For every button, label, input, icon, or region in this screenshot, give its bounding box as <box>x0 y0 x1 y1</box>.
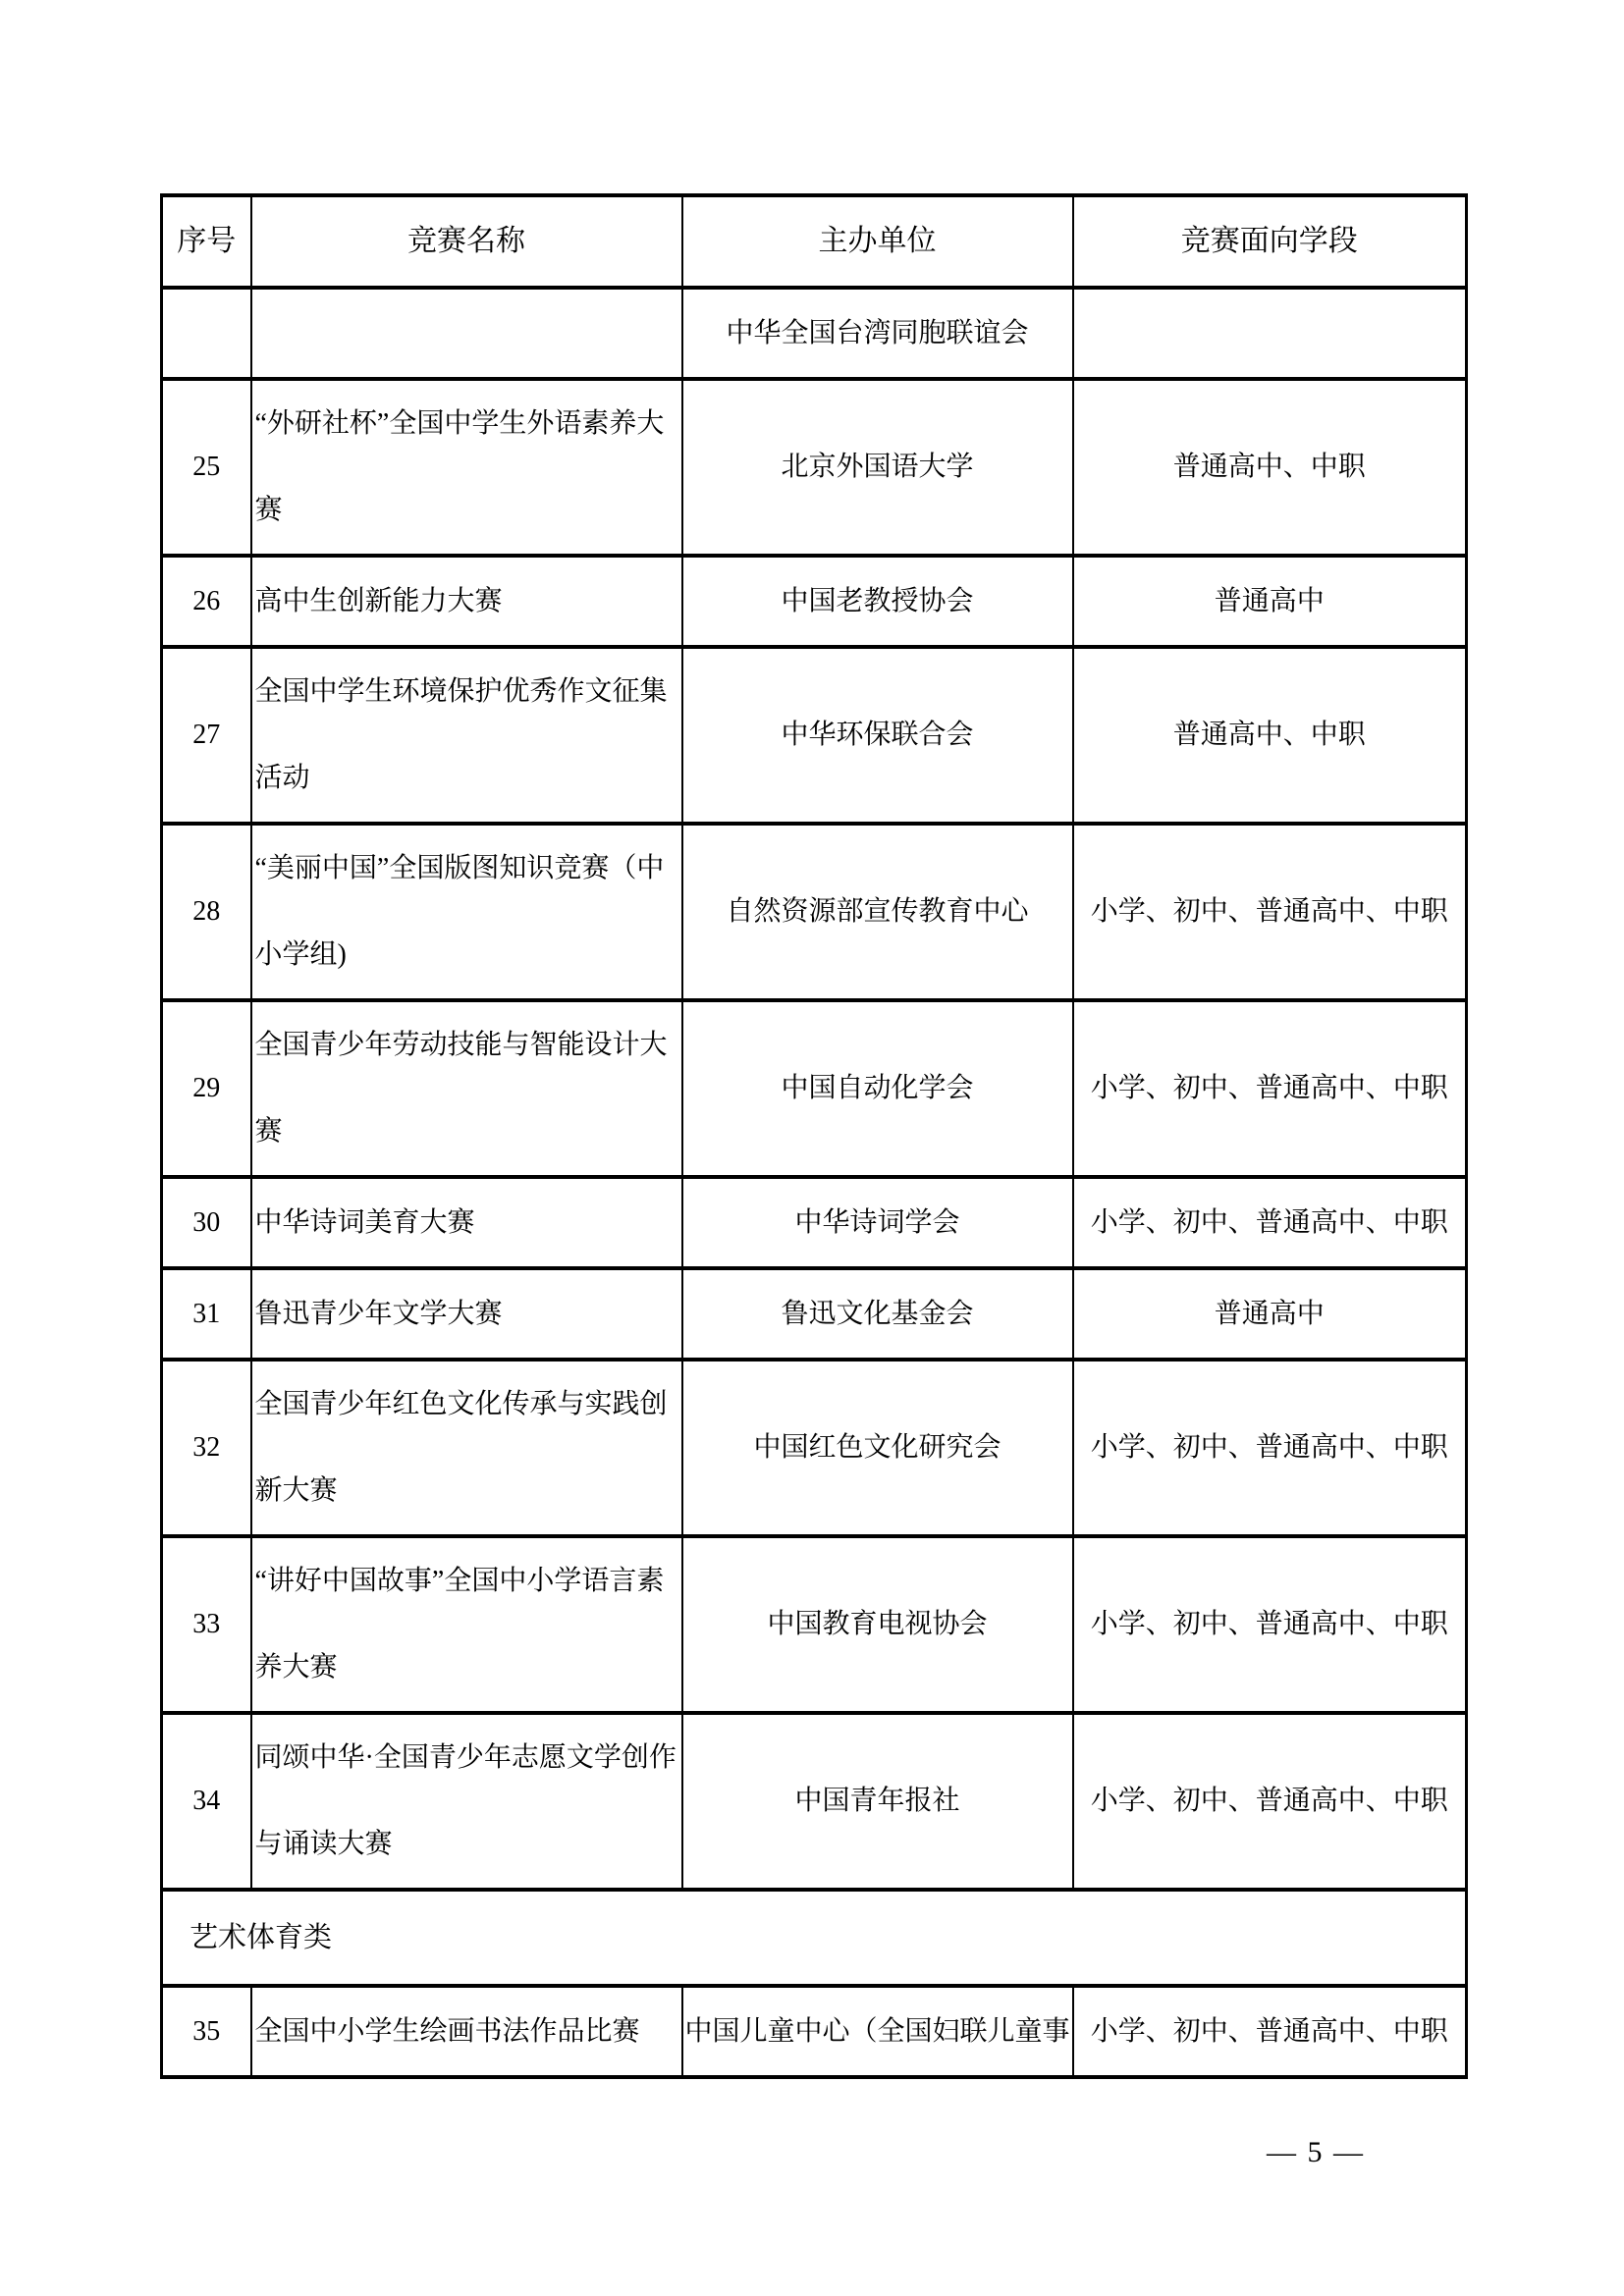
index-cell: 25 <box>162 379 251 556</box>
name-cell: “讲好中国故事”全国中小学语言素养大赛 <box>251 1536 682 1713</box>
page-number: — 5 — <box>1267 2136 1365 2168</box>
table-row <box>162 1177 1467 1268</box>
col-header-stage: 竞赛面向学段 <box>1073 195 1467 288</box>
table-row <box>162 1536 1467 1713</box>
org-cell: 中国青年报社 <box>682 1713 1073 1890</box>
name-cell: “外研社杯”全国中学生外语素养大赛 <box>251 379 682 556</box>
org-cell: 中国自动化学会 <box>682 1000 1073 1177</box>
org-cell: 中国红色文化研究会 <box>682 1360 1073 1536</box>
org-cell: 中国教育电视协会 <box>682 1536 1073 1713</box>
table-row <box>162 1360 1467 1536</box>
stage-cell: 小学、初中、普通高中、中职 <box>1073 824 1467 1000</box>
index-cell: 31 <box>162 1268 251 1360</box>
table-body <box>162 288 1467 2077</box>
org-cell: 中华全国台湾同胞联谊会 <box>682 288 1073 379</box>
org-cell: 中华环保联合会 <box>682 647 1073 824</box>
table-row <box>162 824 1467 1000</box>
stage-cell: 普通高中、中职 <box>1073 647 1467 824</box>
index-cell: 32 <box>162 1360 251 1536</box>
org-cell: 自然资源部宣传教育中心 <box>682 824 1073 1000</box>
col-header-organizer: 主办单位 <box>682 195 1073 288</box>
stage-cell: 小学、初中、普通高中、中职 <box>1073 1000 1467 1177</box>
org-cell: 中国老教授协会 <box>682 556 1073 647</box>
stage-cell: 小学、初中、普通高中、中职 <box>1073 1986 1467 2077</box>
header-row <box>162 195 1467 288</box>
name-cell: 全国中小学生绘画书法作品比赛 <box>251 1986 682 2077</box>
index-cell: 27 <box>162 647 251 824</box>
org-cell: 鲁迅文化基金会 <box>682 1268 1073 1360</box>
table-row <box>162 1000 1467 1177</box>
name-cell: 同颂中华·全国青少年志愿文学创作与诵读大赛 <box>251 1713 682 1890</box>
table-header <box>162 195 1467 288</box>
org-cell: 中国儿童中心（全国妇联儿童事 <box>682 1986 1073 2077</box>
stage-cell <box>1073 288 1467 379</box>
index-cell: 33 <box>162 1536 251 1713</box>
col-header-index: 序号 <box>162 195 251 288</box>
index-cell: 34 <box>162 1713 251 1890</box>
col-header-name: 竞赛名称 <box>251 195 682 288</box>
org-cell: 北京外国语大学 <box>682 379 1073 556</box>
name-cell: 全国青少年红色文化传承与实践创新大赛 <box>251 1360 682 1536</box>
table-row <box>162 556 1467 647</box>
stage-cell: 小学、初中、普通高中、中职 <box>1073 1713 1467 1890</box>
name-cell: 高中生创新能力大赛 <box>251 556 682 647</box>
index-cell: 28 <box>162 824 251 1000</box>
index-cell <box>162 288 251 379</box>
index-cell: 29 <box>162 1000 251 1177</box>
stage-cell: 普通高中 <box>1073 556 1467 647</box>
competitions-table <box>160 193 1468 2079</box>
section-row <box>162 1890 1467 1986</box>
index-cell: 26 <box>162 556 251 647</box>
name-cell: 中华诗词美育大赛 <box>251 1177 682 1268</box>
table-row <box>162 1713 1467 1890</box>
stage-cell: 小学、初中、普通高中、中职 <box>1073 1536 1467 1713</box>
table-row <box>162 1268 1467 1360</box>
table-row <box>162 1986 1467 2077</box>
name-cell: “美丽中国”全国版图知识竞赛（中小学组) <box>251 824 682 1000</box>
name-cell: 鲁迅青少年文学大赛 <box>251 1268 682 1360</box>
org-cell: 中华诗词学会 <box>682 1177 1073 1268</box>
name-cell: 全国中学生环境保护优秀作文征集活动 <box>251 647 682 824</box>
stage-cell: 普通高中、中职 <box>1073 379 1467 556</box>
stage-cell: 小学、初中、普通高中、中职 <box>1073 1360 1467 1536</box>
name-cell <box>251 288 682 379</box>
table-row <box>162 288 1467 379</box>
table-row <box>162 379 1467 556</box>
name-cell: 全国青少年劳动技能与智能设计大赛 <box>251 1000 682 1177</box>
table-row <box>162 647 1467 824</box>
stage-cell: 小学、初中、普通高中、中职 <box>1073 1177 1467 1268</box>
index-cell: 35 <box>162 1986 251 2077</box>
stage-cell: 普通高中 <box>1073 1268 1467 1360</box>
index-cell: 30 <box>162 1177 251 1268</box>
section-label: 艺术体育类 <box>162 1890 1467 1986</box>
